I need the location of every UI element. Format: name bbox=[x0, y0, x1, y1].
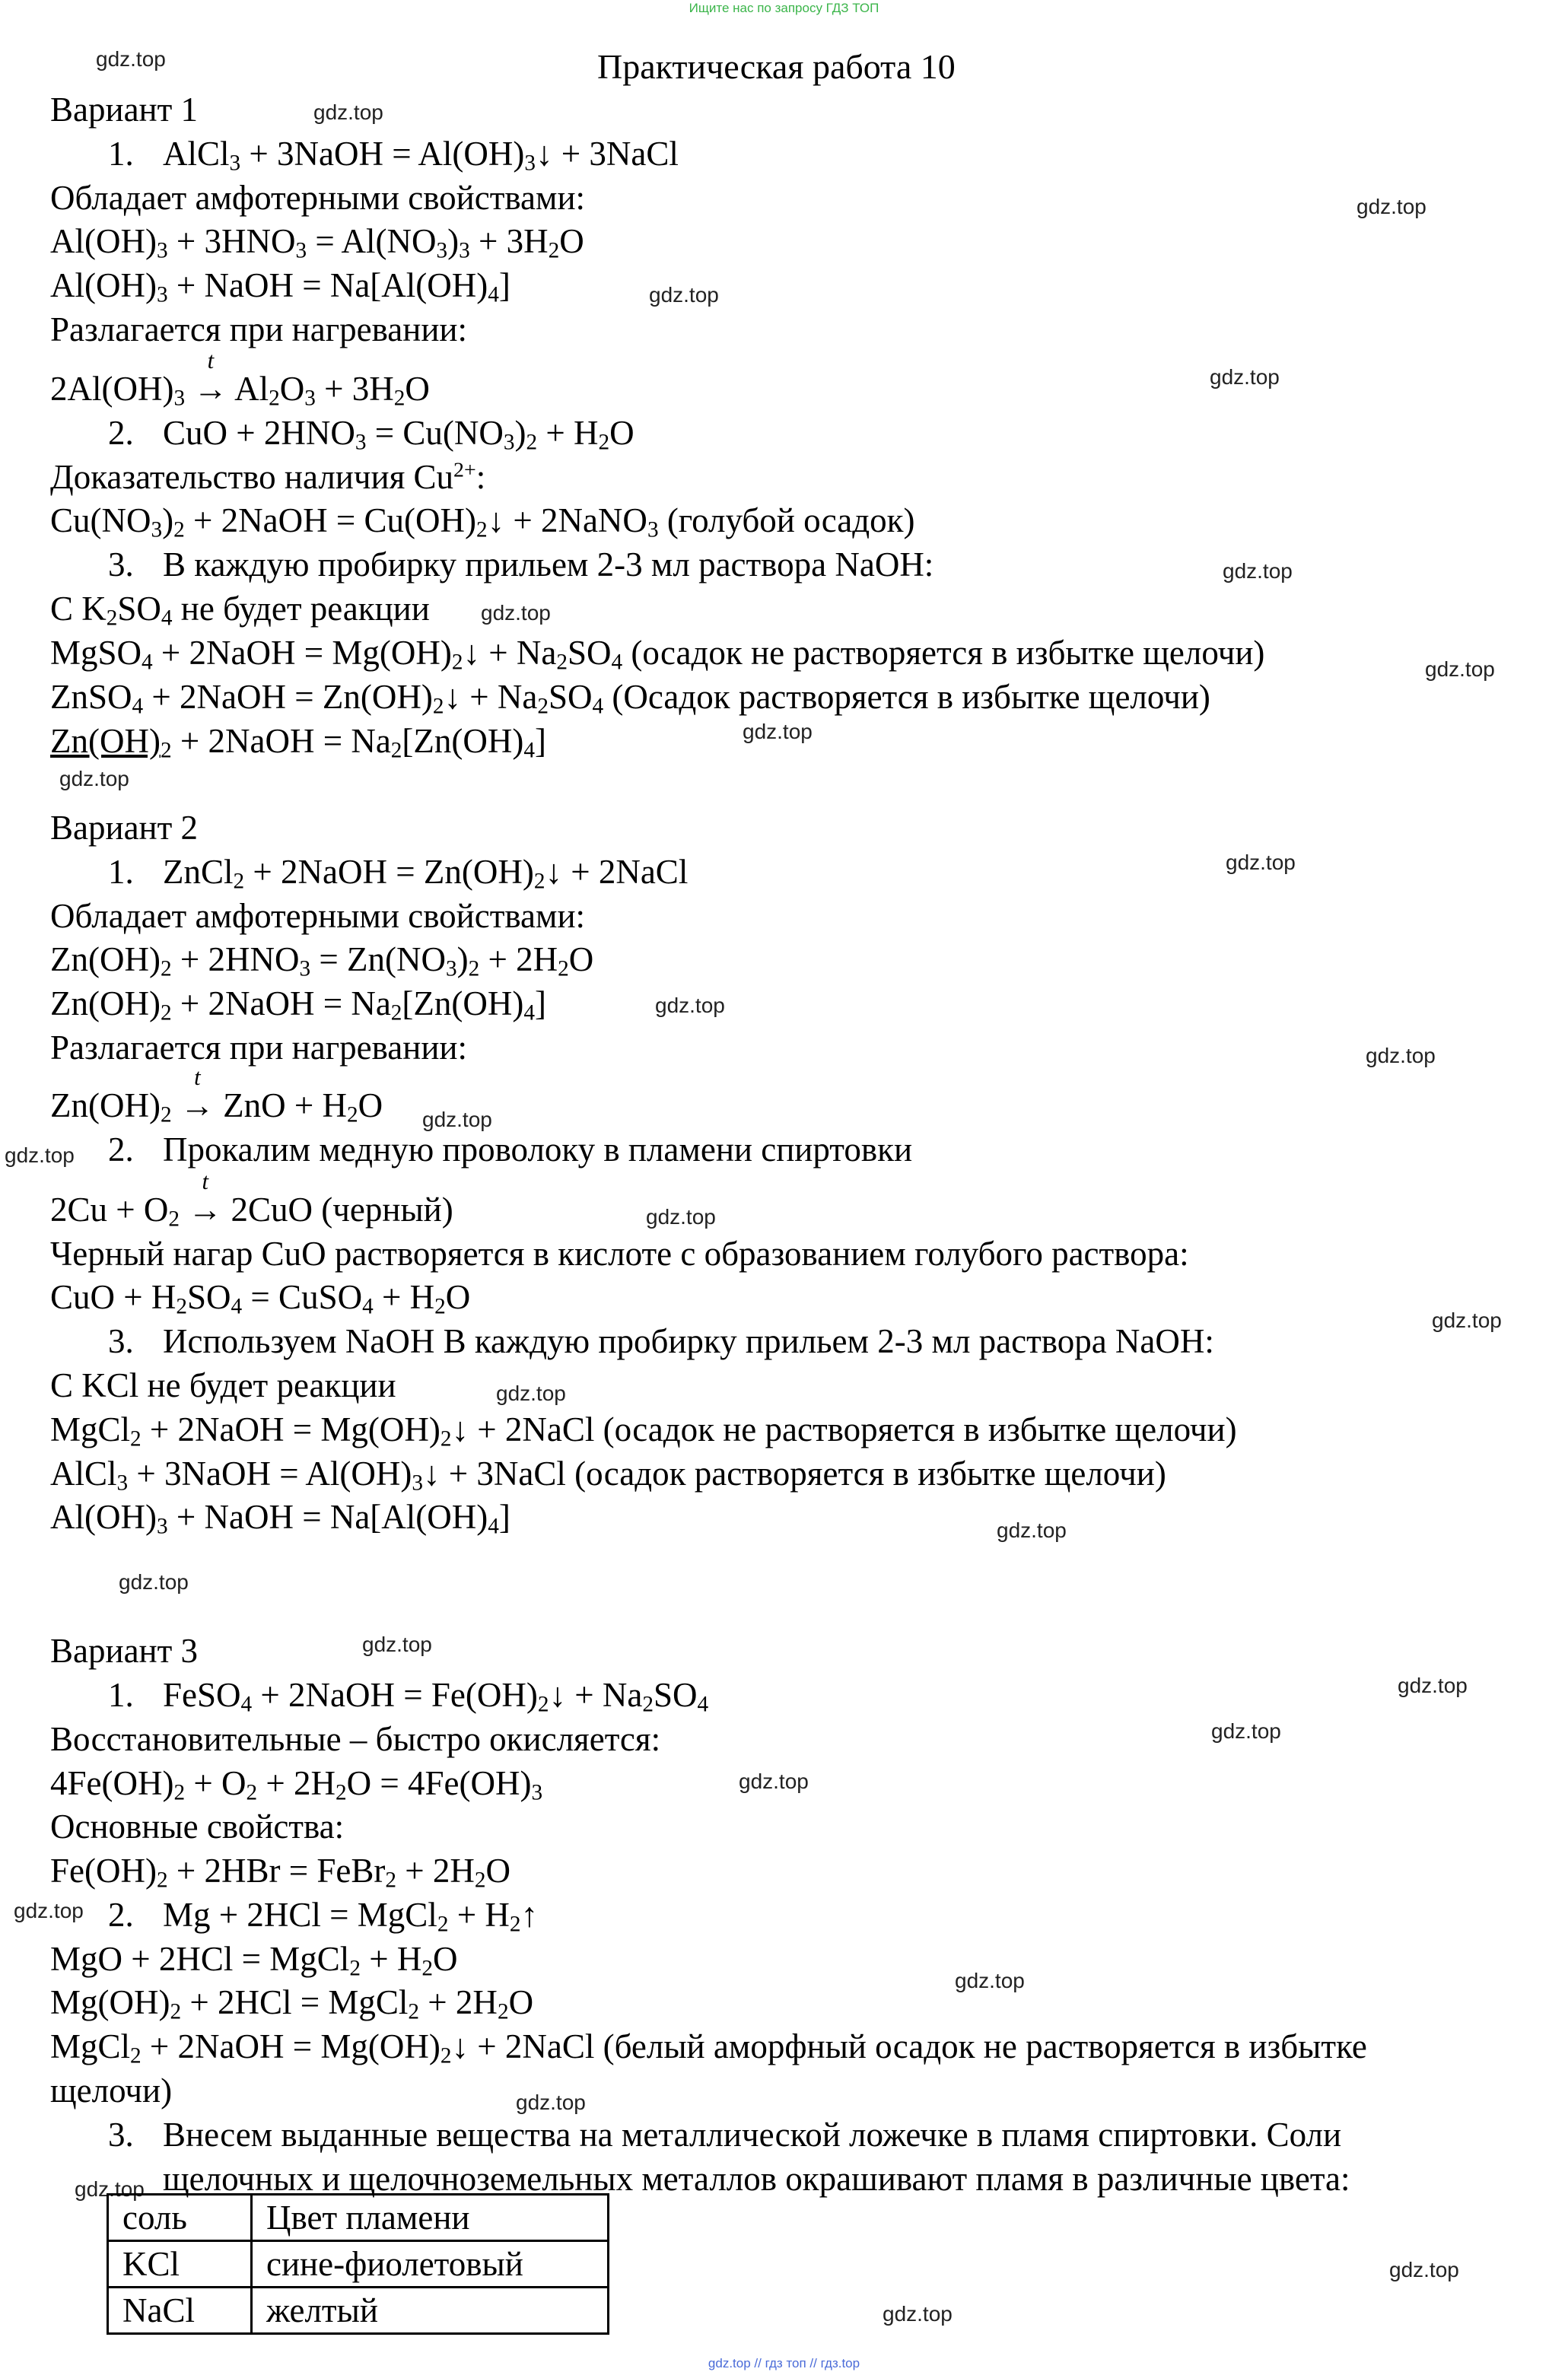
watermark: gdz.top bbox=[362, 1633, 432, 1656]
watermark: gdz.top bbox=[5, 1143, 75, 1167]
v2-reaction-naoh: $Zn(OH)_2$ + 2NaOH = $Na_2[Zn(OH)_4]$ bbox=[50, 984, 546, 1025]
v2-reaction-alcl3: AlCl$_3$ + 3NaOH = $Al(OH)_3↓$ + 3NaCl (осадок растворяется в избытке щелочи) bbox=[50, 1455, 1166, 1496]
watermark: gdz.top bbox=[1425, 657, 1495, 681]
search-hint: Ищите нас по запросу ГДЗ ТОП bbox=[689, 1, 879, 15]
variant-2-heading: Вариант 2 bbox=[50, 809, 199, 847]
v3-flame-text: щелочных и щелочноземельных металлов окрашивают пламя в различные цвета: bbox=[163, 2160, 1350, 2198]
watermark: gdz.top bbox=[481, 601, 551, 625]
watermark: gdz.top bbox=[955, 1969, 1025, 1992]
v1-decomposition-text: Разлагается при нагревании: bbox=[50, 310, 468, 348]
v3-reaction-mgcl2-naoh: MgCl$_2$ + 2NaOH = $Mg(OH)_2↓$ + 2NaCl (белый аморфный осадок не растворяется в избытке bbox=[50, 2027, 1367, 2068]
footer-note: gdz.top // гдз топ // гдз.top bbox=[708, 2356, 860, 2370]
table-cell: желтый bbox=[252, 2288, 609, 2334]
v3-reaction-mgo: MgO + 2HCl = MgCl$_2$ + $H_2O$ bbox=[50, 1940, 458, 1981]
v1-reaction-znso4: ZnSO$_4$ + 2NaOH = $Zn(OH)_2↓ + Na_2SO_4$ (Осадок растворяется в избытке щелочи) bbox=[50, 678, 1210, 719]
v2-item-1: 1. ZnCl$_2$ + 2NaOH = $Zn(OH)_2↓$ + 2NaCl bbox=[108, 853, 689, 894]
watermark: gdz.top bbox=[422, 1108, 492, 1131]
watermark: gdz.top bbox=[1366, 1044, 1436, 1067]
v2-amphoteric-text: Обладает амфотерными свойствами: bbox=[50, 897, 586, 935]
v3-item-1: 1. FeSO$_4$ + 2NaOH = $Fe(OH)_2↓ + Na_2SO_4$ bbox=[108, 1676, 709, 1717]
v2-item-3: 3. Используем NaOH В каждую пробирку прильем 2-3 мл раствора NaOH: bbox=[108, 1322, 1214, 1360]
watermark: gdz.top bbox=[1432, 1308, 1502, 1332]
v3-basic-text: Основные свойства: bbox=[50, 1808, 345, 1846]
watermark: gdz.top bbox=[496, 1382, 566, 1405]
watermark: gdz.top bbox=[743, 720, 813, 743]
v2-reaction-aloh3-naoh: $Al(OH)_3$ + NaOH = $Na[Al(OH)_4]$ bbox=[50, 1498, 510, 1539]
watermark: gdz.top bbox=[1226, 851, 1296, 874]
watermark: gdz.top bbox=[655, 994, 725, 1017]
variant-3-heading: Вариант 3 bbox=[50, 1632, 199, 1670]
v3-reaction-mgcl2-naoh-cont: щелочи) bbox=[50, 2072, 173, 2110]
v2-reaction-hno3: $Zn(OH)_2 + 2HNO_3 = Zn(NO_3)_2 + 2H_2O$ bbox=[50, 940, 594, 981]
table-cell: сине-фиолетовый bbox=[252, 2241, 609, 2288]
watermark: gdz.top bbox=[1356, 195, 1426, 218]
v2-reaction-cu-o2: $2Cu + O_2$ t → 2CuO (черный) bbox=[50, 1169, 453, 1232]
v1-item-3: 3. В каждую пробирку прильем 2-3 мл раствора NaOH: bbox=[108, 545, 934, 583]
v3-reducing-text: Восстановительные – быстро окисляется: bbox=[50, 1720, 661, 1758]
v2-decomposition-text: Разлагается при нагревании: bbox=[50, 1029, 468, 1067]
v1-reaction-mgso4: MgSO$_4$ + 2NaOH = $Mg(OH)_2↓ + Na_2SO_4$ (осадок не растворяется в избытке щелочи) bbox=[50, 634, 1265, 675]
watermark: gdz.top bbox=[739, 1769, 809, 1793]
v1-k2so4-text: С $K_2SO_4$ не будет реакции bbox=[50, 590, 430, 631]
v1-item-1: 1. AlCl$_3$ + 3NaOH = $Al(OH)_3↓$ + 3NaCl bbox=[108, 135, 679, 176]
v3-reaction-oxidation: $4Fe(OH)_2 + O_2 + 2H_2O = 4Fe(OH)_3$ bbox=[50, 1764, 543, 1805]
watermark: gdz.top bbox=[59, 767, 129, 790]
watermark: gdz.top bbox=[96, 47, 166, 71]
v2-kcl-text: С KCl не будет реакции bbox=[50, 1366, 396, 1404]
watermark: gdz.top bbox=[649, 283, 719, 307]
v3-reaction-hbr: $Fe(OH)_2 + 2HBr$ = FeBr$_2$ + $2H_2O$ bbox=[50, 1852, 510, 1893]
v3-reaction-mgoh2: $Mg(OH)_2 + 2HCl$ = MgCl$_2$ + $2H_2O$ bbox=[50, 1983, 534, 2024]
v1-reaction-naoh: $Al(OH)_3$ + NaOH = $Na[Al(OH)_4]$ bbox=[50, 266, 510, 307]
table-cell: NaCl bbox=[108, 2288, 252, 2334]
table-header-row bbox=[108, 2195, 609, 2241]
watermark: gdz.top bbox=[1210, 365, 1280, 389]
v1-reaction-decomposition: $2Al(OH)_3$ t → $Al_2O_3 + 3H_2O$ bbox=[50, 348, 430, 411]
watermark: gdz.top bbox=[313, 100, 383, 124]
v1-reaction-zn-naoh: $Zn(OH)_2$ + 2NaOH = $Na_2[Zn(OH)_4]$ bbox=[50, 722, 546, 763]
page-title: Практическая работа 10 bbox=[597, 47, 956, 86]
flame-color-table bbox=[107, 2193, 609, 2335]
table-row bbox=[108, 2288, 609, 2334]
table-cell: KCl bbox=[108, 2241, 252, 2288]
v2-reaction-mgcl2: MgCl$_2$ + 2NaOH = $Mg(OH)_2↓$ + 2NaCl (осадок не растворяется в избытке щелочи) bbox=[50, 1410, 1237, 1451]
watermark: gdz.top bbox=[1398, 1674, 1468, 1697]
v2-soot-text: Черный нагар CuO растворяется в кислоте с образованием голубого раствора: bbox=[50, 1235, 1189, 1273]
v1-item-2: 2. CuO + $2HNO_3 = Cu(NO_3)_2 + H_2O$ bbox=[108, 414, 635, 455]
table-header-cell: Цвет пламени bbox=[252, 2195, 609, 2241]
v2-reaction-decomposition: $Zn(OH)_2$ t → ZnO + $H_2O$ bbox=[50, 1064, 383, 1127]
watermark: gdz.top bbox=[516, 2091, 586, 2114]
watermark: gdz.top bbox=[883, 2302, 953, 2326]
watermark: gdz.top bbox=[997, 1518, 1067, 1542]
v3-item-3: 3. Внесем выданные вещества на металлической ложечке в пламя спиртовки. Соли bbox=[108, 2116, 1342, 2154]
watermark: gdz.top bbox=[75, 2177, 145, 2201]
v1-amphoteric-text: Обладает амфотерными свойствами: bbox=[50, 179, 586, 217]
v1-reaction-cu-naoh: $Cu(NO_3)_2$ + 2NaOH = $Cu(OH)_2↓$ + 2NaNO$_3$ (голубой осадок) bbox=[50, 501, 915, 542]
v3-item-2: 2. Mg + 2HCl = MgCl$_2$ + $H_2↑$ bbox=[108, 1896, 538, 1937]
watermark: gdz.top bbox=[1211, 1719, 1281, 1743]
table-row bbox=[108, 2241, 609, 2288]
watermark: gdz.top bbox=[1389, 2258, 1459, 2281]
v1-reaction-hno3: $Al(OH)_3 + 3HNO_3 = Al(NO_3)_3 + 3H_2O$ bbox=[50, 222, 584, 263]
variant-1-heading: Вариант 1 bbox=[50, 91, 199, 129]
watermark: gdz.top bbox=[119, 1570, 189, 1594]
v2-item-2: 2. Прокалим медную проволоку в пламени спиртовки bbox=[108, 1130, 913, 1169]
watermark: gdz.top bbox=[646, 1205, 716, 1229]
v2-reaction-cuo-h2so4: CuO + $H_2SO_4$ = CuSO$_4$ + $H_2O$ bbox=[50, 1278, 471, 1319]
table-header-cell: соль bbox=[108, 2195, 252, 2241]
v1-proof-text: Доказательство наличия $Cu^{2+}$: bbox=[50, 458, 486, 496]
watermark: gdz.top bbox=[1223, 559, 1293, 583]
watermark: gdz.top bbox=[14, 1899, 84, 1922]
